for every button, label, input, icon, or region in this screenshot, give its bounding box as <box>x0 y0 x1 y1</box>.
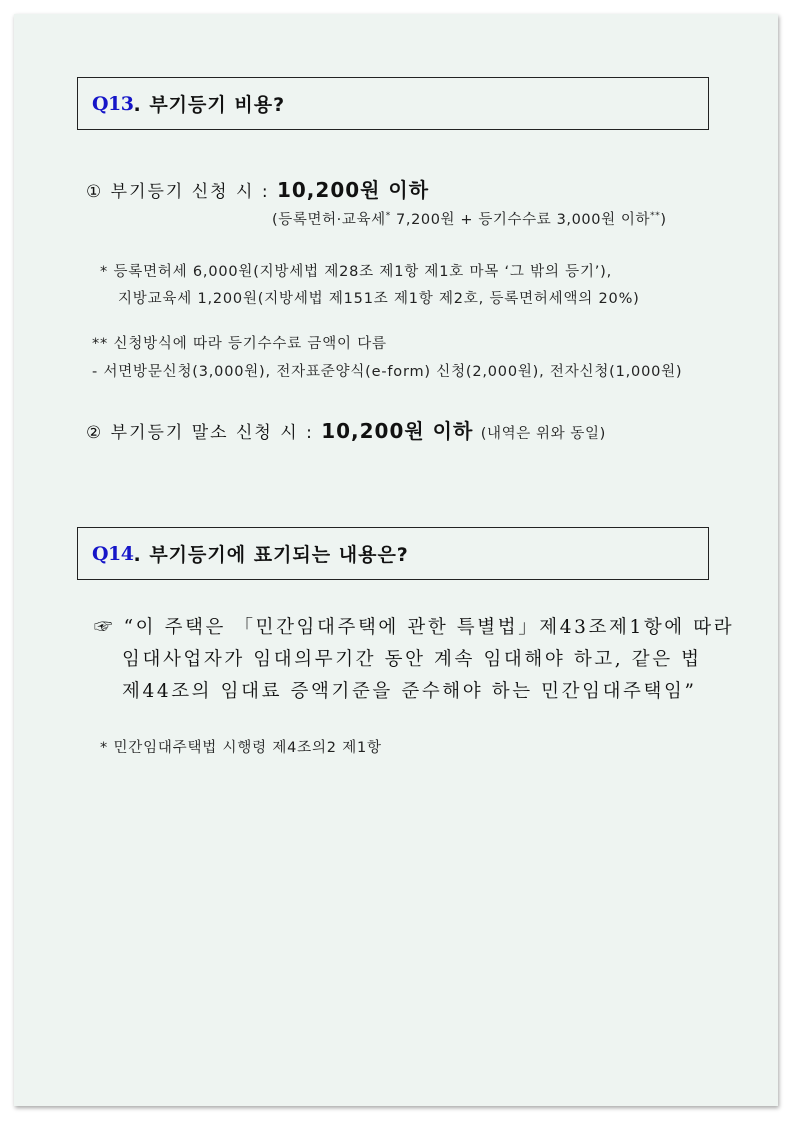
q13-item2-note: (내역은 위와 동일) <box>480 426 606 442</box>
q13-note2-line2: - 서면방문신청(3,000원), 전자표준양식(e-form) 신청(2,000원), 전자신청(1,000원) <box>92 364 683 380</box>
q13-note1-line1: * 등록면허세 6,000원(지방세법 제28조 제1항 제1호 마목 ‘그 밖의 등기’), <box>100 264 613 280</box>
document-page <box>14 14 778 1106</box>
q14-quote-line2: 임대사업자가 임대의무기간 동안 계속 임대해야 하고, 같은 법 <box>122 649 702 670</box>
detail-part-b: 7,200원 + 등기수수료 3,000원 이하 <box>390 212 651 228</box>
q13-title: . 부기등기 비용? <box>133 94 286 116</box>
q13-item1-amount: 10,200원 이하 <box>276 178 430 202</box>
q14-footnote: * 민간임대주택법 시행령 제4조의2 제1항 <box>100 740 382 756</box>
detail-sup-double-star: ** <box>650 211 661 222</box>
q14-title-box <box>77 527 709 580</box>
q13-title-box <box>77 77 709 130</box>
q13-item2-label: 부기등기 말소 신청 시 : <box>110 423 314 443</box>
q13-note2-line1: ** 신청방식에 따라 등기수수료 금액이 다름 <box>92 336 387 352</box>
pointing-hand-icon: ☞ <box>94 617 116 638</box>
q14-quote-line3: 제44조의 임대료 증액기준을 준수해야 하는 민간임대주택임” <box>122 681 697 702</box>
circled-one-marker: ① <box>86 182 104 202</box>
q13-note1-line2: 지방교육세 1,200원(지방세법 제151조 제1항 제2호, 등록면허세액의 20%) <box>118 291 640 307</box>
q14-quote-line1 <box>94 612 734 644</box>
q13-item1-label: 부기등기 신청 시 : <box>110 182 270 202</box>
q13-item2-amount: 10,200원 이하 <box>321 419 474 443</box>
q13-item1-detail <box>272 208 667 229</box>
q14-quote-text1: “이 주택은 「민간임대주택에 관한 특별법」제43조제1항에 따라 <box>123 617 735 638</box>
detail-part-c: ) <box>660 212 667 228</box>
q13-number: Q13 <box>92 92 134 115</box>
detail-sup-star: * <box>385 211 391 222</box>
detail-part-a: (등록면허·교육세 <box>272 212 386 228</box>
q13-item2 <box>86 415 606 444</box>
q14-title: . 부기등기에 표기되는 내용은? <box>133 544 409 566</box>
circled-two-marker: ② <box>86 423 104 443</box>
q14-number: Q14 <box>92 542 134 565</box>
q13-item1 <box>86 174 429 203</box>
